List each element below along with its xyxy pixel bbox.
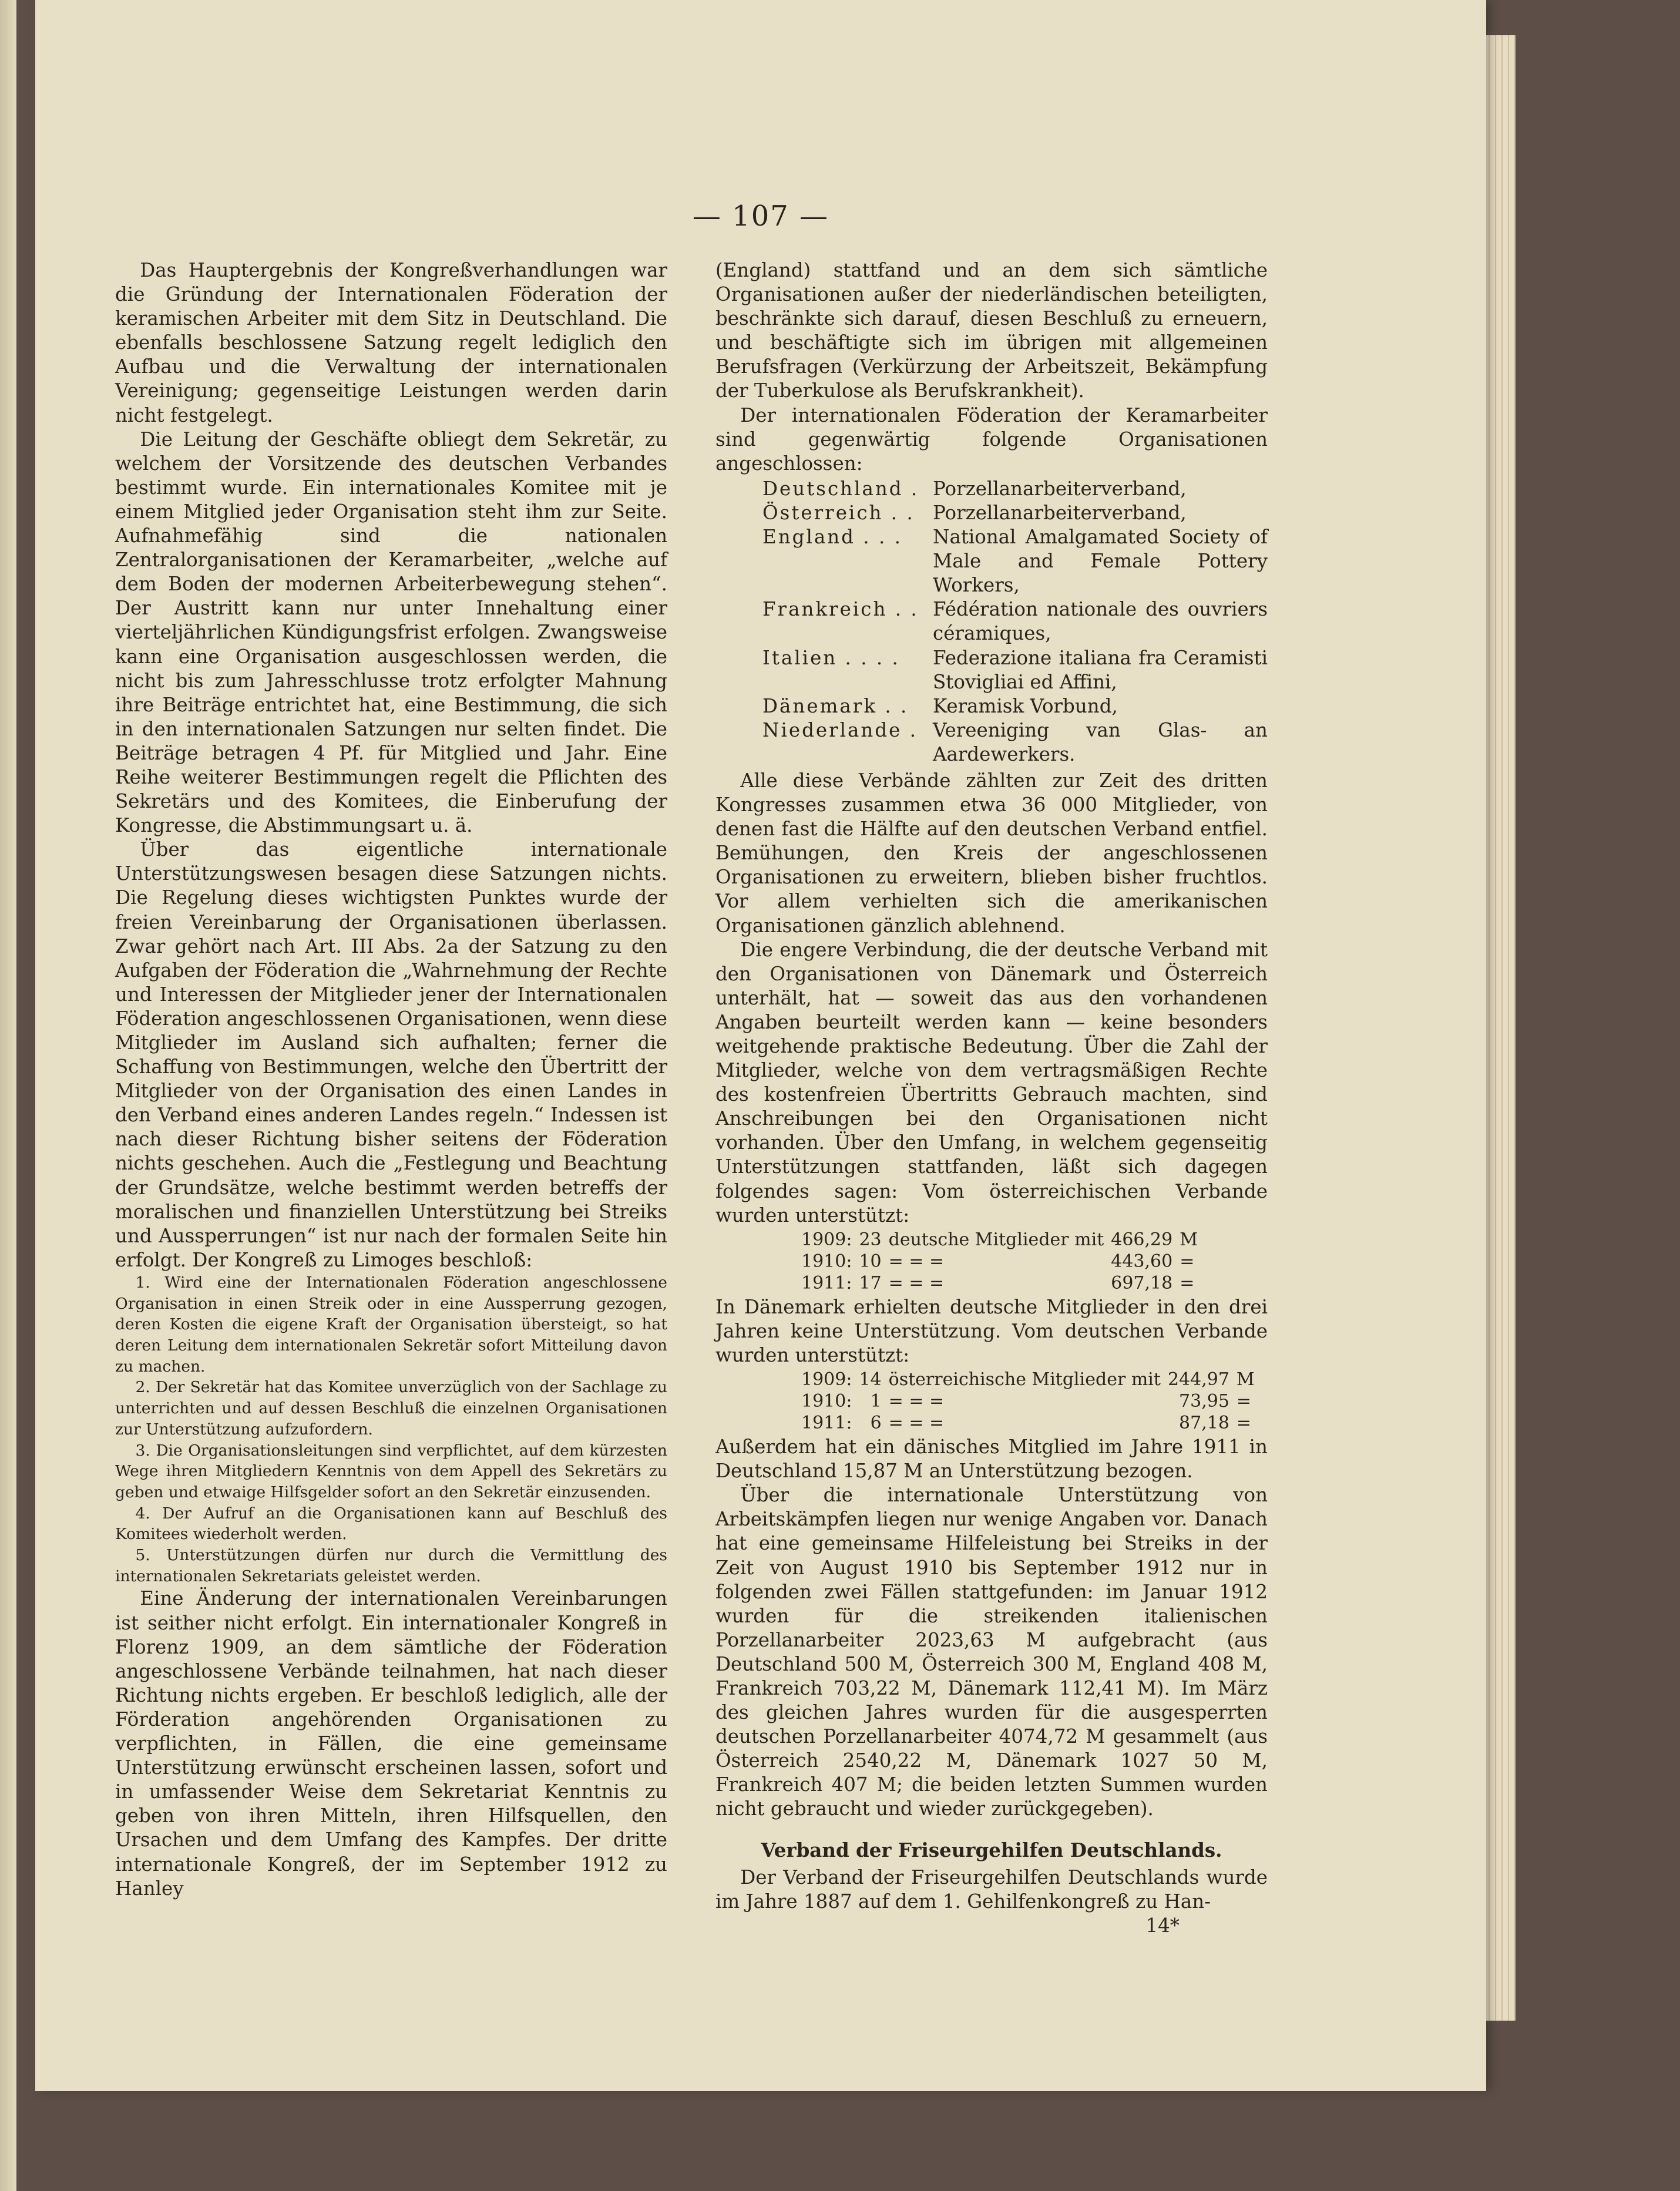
org-row [715, 646, 1268, 694]
org-country: Niederlande . [762, 718, 918, 741]
paragraph: Die engere Verbindung, die der deutsche Verband mit den Organisationen von Dänemark und Österreich unterhält, hat — soweit das aus den vorhandenen Angaben beurteilt werden kann — keine besonders weitgehende praktische Bedeutung. Über die Zahl der Mitglieder, welche von dem vertragsmäßigen Rechte des kostenfreien Übertritts Gebrauch machten, sind Anschreibungen bei den Organisationen nicht vorhanden. Über den Umfang, in welchem gegenseitig Unterstützungen stattfanden, läßt sich dagegen folgendes sagen: Vom österreichischen Verbande wurden unterstützt: [715, 938, 1268, 1226]
org-country: Deutschland . [762, 477, 919, 500]
member-organizations-list [715, 477, 1268, 767]
org-country: Italien . . . . [762, 646, 900, 669]
org-name: Keramisk Vorbund, [933, 694, 1118, 717]
org-name: Federazione italiana fra Ceramisti Stovigliai ed Affini, [933, 646, 1268, 693]
stat-amount: 244,97 [1167, 1369, 1229, 1390]
org-name: Porzellanarbeiterverband, [933, 477, 1187, 500]
stat-amount: 697,18 [1111, 1272, 1173, 1293]
paragraph: Die Leitung der Geschäfte obliegt dem Sekretär, zu welchem der Vorsitzende des deutschen Verbandes bestimmt wurde. Ein internationales Komitee mit je einem Mitglied jeder Organisation steht ihm zur Seite. Aufnahmefähig sind die nationalen Zentralorganisationen der Keramarbeiter, „welche auf dem Boden der modernen Arbeiterbewegung stehen“. Der Austritt kann nur unter Innehaltung einer vierteljährlichen Kündigungsfrist erfolgen. Zwangsweise kann eine Organisation ausgeschlossen werden, die nicht bis zum Jahresschlusse trotz erfolgter Mahnung ihre Beiträge entrichtet hat, eine Bestimmung, die sich in den internationalen Satzungen nur selten findet. Die Beiträge betragen 4 Pf. für Mitglied und Jahr. Eine Reihe weiterer Bestimmungen regelt die Pflichten des Sekretärs und des Komitees, die Einberufung der Kongresse, die Abstimmungsart u. ä. [115, 428, 667, 837]
stat-unit: = [1180, 1251, 1195, 1272]
org-name: Porzellanarbeiterverband, [933, 501, 1187, 524]
stat-unit: M [1236, 1369, 1255, 1390]
section-heading: Verband der Friseurgehilfen Deutschlands. [761, 1838, 1222, 1861]
austrian-support-table [798, 1229, 1201, 1294]
stat-count: 23 [859, 1229, 882, 1250]
org-country: Frankreich . . [762, 598, 919, 621]
stat-unit: = [1236, 1413, 1252, 1434]
stat-row [798, 1412, 1258, 1434]
stat-year: 1910: [801, 1251, 852, 1272]
facing-page-edge [0, 0, 16, 2191]
stat-unit: = [1236, 1391, 1252, 1412]
paragraph: Eine Änderung der internationalen Vereinbarungen ist seither nicht erfolgt. Ein internationaler Kongreß in Florenz 1909, an dem sämtliche der Föderation angeschlossene Verbände teilnahmen, hat nach dieser Richtung nichts ergeben. Er beschloß lediglich, alle der Förderation angehörenden Organisationen zu verpflichten, in Fällen, die eine gemeinsame Unterstützung erwünscht erscheinen lassen, sofort und in umfassender Weise dem Sekretariat Kenntnis zu geben von ihren Mitteln, ihren Hilfsquellen, den Ursachen und dem Umfang des Kampfes. Der dritte internationale Kongreß, der im September 1912 zu Hanley [115, 1587, 667, 1900]
stat-amount: 73,95 [1179, 1391, 1229, 1412]
stat-label: österreichische Mitglieder mit [888, 1369, 1161, 1390]
stat-year: 1910: [801, 1391, 852, 1412]
paragraph: Der Verband der Friseurgehilfen Deutschlands wurde im Jahre 1887 auf dem 1. Gehilfenkongreß zu Han- [715, 1866, 1268, 1913]
right-column [715, 258, 1268, 1938]
paragraph: Außerdem hat ein dänisches Mitglied im Jahre 1911 in Deutschland 15,87 M an Unterstützung bezogen. [715, 1436, 1268, 1483]
stat-amount: 443,60 [1111, 1251, 1173, 1272]
paragraph: (England) stattfand und an dem sich sämtliche Organisationen außer der niederländischen beteiligten, beschränkte sich darauf, diesen Beschluß zu erneuern, und beschäftigte sich im übrigen mit allgemeinen Berufsfragen (Verkürzung der Arbeitszeit, Bekämpfung der Tuberkulose als Berufskrankheit). [715, 259, 1268, 402]
stat-unit: M [1180, 1229, 1198, 1250]
paragraph: In Dänemark erhielten deutsche Mitglieder in den drei Jahren keine Unterstützung. Vom deutschen Verbande wurden unterstützt: [715, 1295, 1268, 1366]
paragraph: Über das eigentliche internationale Unterstützungswesen besagen diese Satzungen nichts. Die Regelung dieses wichtigsten Punktes wurde der freien Vereinbarung der Organisationen überlassen. Zwar gehört nach Art. III Abs. 2a der Satzung zu den Aufgaben der Föderation die „Wahrnehmung der Rechte und Interessen der Mitglieder jener der Internationalen Föderation angeschlossenen Organisationen, wenn diese Mitglieder im Ausland sich aufhalten; ferner die Schaffung von Bestimmungen, welche den Übertritt der Mitglieder von der Organisation des einen Landes in den Verband eines anderen Landes regeln.“ Indessen ist nach dieser Richtung bisher seitens der Föderation nichts geschehen. Auch die „Festlegung und Beachtung der Grundsätze, welche bestimmt werden betreffs der moralischen und finanziellen Unterstützung bei Streiks und Aussperrungen“ ist nur nach der formalen Seite hin erfolgt. Der Kongreß zu Limoges beschloß: [115, 838, 667, 1271]
org-row [715, 477, 1268, 501]
stat-year: 1911: [801, 1413, 852, 1434]
stat-label: = = = [888, 1391, 945, 1412]
stat-row [798, 1369, 1258, 1390]
stat-row [798, 1251, 1201, 1272]
org-country: Österreich . . [762, 501, 915, 524]
resolution-item: 2. Der Sekretär hat das Komitee unverzüglich von der Sachlage zu unterrichten und auf dessen Beschluß die einzelnen Organisationen zur Unterstützung aufzufordern. [115, 1378, 667, 1439]
book-page [35, 0, 1486, 2091]
page-number: — 107 — [692, 200, 829, 233]
stat-amount: 466,29 [1111, 1229, 1173, 1250]
org-name: Fédération nationale des ouvriers céramiques, [933, 598, 1268, 645]
paragraph: Der internationalen Föderation der Keramarbeiter sind gegenwärtig folgende Organisationen angeschlossen: [715, 404, 1268, 475]
stat-row [798, 1272, 1201, 1294]
org-country: England . . . [762, 526, 902, 549]
stat-count: 17 [859, 1272, 882, 1293]
stat-count: 6 [870, 1413, 882, 1434]
signature-mark: 14* [1145, 1914, 1180, 1937]
german-support-table [798, 1369, 1258, 1434]
paragraph: Über die internationale Unterstützung von Arbeitskämpfen liegen nur wenige Angaben vor. Danach hat eine gemeinsame Hilfeleistung bei Streiks in der Zeit von August 1910 bis September 1912 nur in folgenden zwei Fällen stattgefunden: im Januar 1912 wurden für die streikenden italienischen Porzellanarbeiter 2023,63 M aufgebracht (aus Deutschland 500 M, Österreich 300 M, England 408 M, Frankreich 703,22 M, Dänemark 112,41 M). Im März des gleichen Jahres wurden für die ausgesperrten deutschen Porzellanarbeiter 4074,72 M gesammelt (aus Österreich 2540,22 M, Dänemark 1027 50 M, Frankreich 407 M; die beiden letzten Summen wurden nicht gebraucht und wieder zurückgegeben). [715, 1484, 1268, 1820]
org-row [715, 597, 1268, 646]
stat-row [798, 1229, 1201, 1251]
paragraph: Alle diese Verbände zählten zur Zeit des dritten Kongresses zusammen etwa 36 000 Mitglieder, von denen fast die Hälfte auf den deutschen Verband entfiel. Bemühungen, den Kreis der angeschlossenen Organisationen zu erweitern, blieben bisher fruchtlos. Vor allem verhielten sich die amerikanischen Organisationen gänzlich ablehnend. [715, 769, 1268, 937]
stat-label: = = = [888, 1413, 945, 1434]
org-row [715, 501, 1268, 525]
org-name: National Amalgamated Society of Male and Female Pottery Workers, [933, 526, 1268, 597]
paragraph: Das Hauptergebnis der Kongreßverhandlungen war die Gründung der Internationalen Föderation der keramischen Arbeiter mit dem Sitz in Deutschland. Die ebenfalls beschlossene Satzung regelt lediglich den Aufbau und die Verwaltung der internationalen Vereinigung; gegenseitige Leistungen werden darin nicht festgelegt. [115, 259, 667, 426]
stat-label: deutsche Mitglieder mit [888, 1229, 1104, 1250]
stat-year: 1909: [801, 1229, 852, 1250]
org-country: Dänemark . . [762, 694, 909, 717]
stat-unit: = [1180, 1272, 1195, 1293]
org-row [715, 525, 1268, 597]
stat-count: 10 [859, 1251, 882, 1272]
stat-year: 1909: [801, 1369, 852, 1390]
org-name: Vereeniging van Glas- an Aardewerkers. [933, 718, 1268, 765]
stat-year: 1911: [801, 1272, 852, 1293]
stat-label: = = = [888, 1251, 945, 1272]
org-row [715, 694, 1268, 718]
stat-count: 14 [859, 1369, 882, 1390]
resolution-item: 4. Der Aufruf an die Organisationen kann auf Beschluß des Komitees wiederholt werden. [115, 1504, 667, 1544]
stat-row [798, 1390, 1258, 1412]
stat-label: = = = [888, 1272, 945, 1293]
org-row [715, 718, 1268, 767]
stat-amount: 87,18 [1179, 1413, 1229, 1434]
left-column [115, 258, 667, 1901]
resolution-item: 1. Wird eine der Internationalen Föderation angeschlossene Organisation in einen Streik oder in eine Aussperrung gezogen, deren Kosten die eigene Kraft der Organisation übersteigt, so hat deren Leitung dem internationalen Sekretär sofort Mitteilung davon zu machen. [115, 1273, 667, 1376]
resolution-item: 3. Die Organisationsleitungen sind verpflichtet, auf dem kürzesten Wege ihren Mitgliedern Kenntnis von dem Appell des Sekretärs zu geben und etwaige Hilfsgelder sofort an den Sekretär einzusenden. [115, 1441, 667, 1501]
stat-count: 1 [870, 1391, 882, 1412]
resolution-item: 5. Unterstützungen dürfen nur durch die Vermittlung des internationalen Sekretariats geleistet werden. [115, 1546, 667, 1585]
